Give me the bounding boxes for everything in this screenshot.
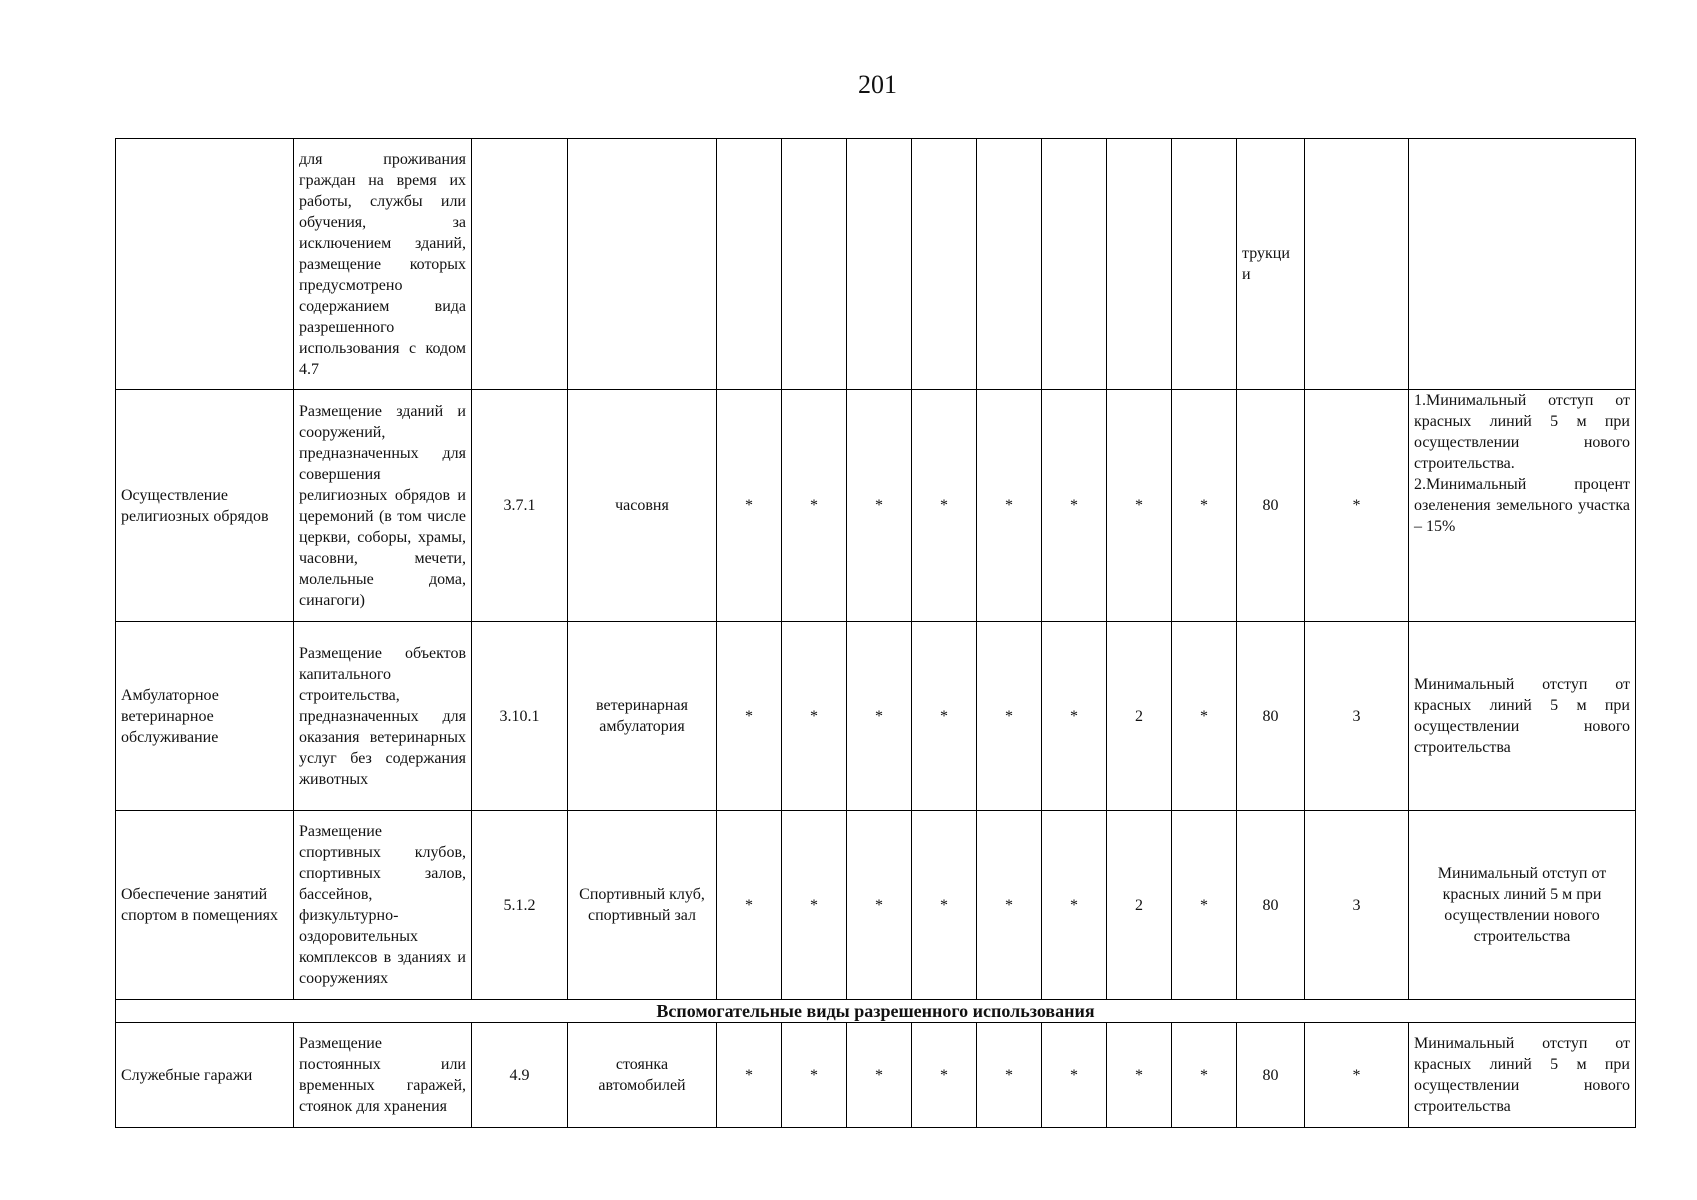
- use-name-cell: Осуществление религиозных обрядов: [116, 390, 294, 622]
- param-cell: *: [1042, 1023, 1107, 1128]
- use-description-cell: Размещение объектов капитального строительства, предназначенных для оказания ветеринарных услуг без содержания животных: [294, 622, 472, 811]
- object-cell: ветеринарная амбулатория: [568, 622, 717, 811]
- param-cell: *: [977, 811, 1042, 1000]
- section-header-row: [116, 1000, 1636, 1023]
- note-line: Минимальный отступ от красных линий 5 м при осуществлении нового строительства: [1414, 1035, 1630, 1115]
- percent-cell: 80: [1237, 390, 1305, 622]
- notes-cell: [1409, 622, 1636, 811]
- param-cell: [1172, 139, 1237, 390]
- floors-cell: 3: [1305, 811, 1409, 1000]
- floors-cell: [1305, 139, 1409, 390]
- page-number: 201: [858, 70, 897, 99]
- param-cell: [1042, 139, 1107, 390]
- param-cell: [847, 139, 912, 390]
- param-cell: *: [1172, 390, 1237, 622]
- param-cell: *: [912, 811, 977, 1000]
- param-cell: *: [1107, 390, 1172, 622]
- note-line: 1.Минимальный отступ от красных линий 5 м при осуществлении нового строительства.: [1414, 392, 1630, 472]
- param-cell: [912, 139, 977, 390]
- object-cell: стоянка автомобилей: [568, 1023, 717, 1128]
- table-row: [116, 139, 1636, 390]
- section-title: Вспомогательные виды разрешенного использования: [116, 1000, 1636, 1023]
- param-cell: *: [977, 390, 1042, 622]
- param-cell: *: [912, 622, 977, 811]
- zoning-table: [115, 138, 1636, 1128]
- param-cell: *: [1042, 622, 1107, 811]
- param-cell: *: [977, 622, 1042, 811]
- param-cell: [717, 139, 782, 390]
- param-cell: *: [782, 622, 847, 811]
- percent-cell: 80: [1237, 811, 1305, 1000]
- notes-cell: [1409, 390, 1636, 622]
- param-cell: *: [782, 390, 847, 622]
- param-cell: *: [912, 390, 977, 622]
- param-cell: *: [847, 390, 912, 622]
- param-cell: *: [717, 622, 782, 811]
- floors-cell: *: [1305, 1023, 1409, 1128]
- param-cell: *: [717, 1023, 782, 1128]
- param-cell: *: [782, 1023, 847, 1128]
- notes-cell: [1409, 139, 1636, 390]
- percent-cell: 80: [1237, 1023, 1305, 1128]
- code-cell: 3.10.1: [472, 622, 568, 811]
- param-cell: *: [1107, 1023, 1172, 1128]
- table-row: [116, 390, 1636, 622]
- param-cell: [977, 139, 1042, 390]
- code-cell: 4.9: [472, 1023, 568, 1128]
- use-description-cell: Размещение зданий и сооружений, предназначенных для совершения религиозных обрядов и церемоний (в том числе церкви, соборы, храмы, часовни, мечети, молельные дома, синагоги): [294, 390, 472, 622]
- param-cell: *: [1042, 811, 1107, 1000]
- param-cell: *: [1172, 811, 1237, 1000]
- code-cell: 3.7.1: [472, 390, 568, 622]
- param-cell: *: [1042, 390, 1107, 622]
- floors-cell: *: [1305, 390, 1409, 622]
- param-cell: *: [1172, 1023, 1237, 1128]
- use-name-cell: Амбулаторное ветеринарное обслуживание: [116, 622, 294, 811]
- param-cell: [1107, 139, 1172, 390]
- use-name-cell: Служебные гаражи: [116, 1023, 294, 1128]
- percent-cell: 80: [1237, 622, 1305, 811]
- note-line: 2.Минимальный процент озеленения земельного участка – 15%: [1414, 476, 1630, 535]
- param-cell: 2: [1107, 622, 1172, 811]
- param-cell: 2: [1107, 811, 1172, 1000]
- note-line: Минимальный отступ от красных линий 5 м при осуществлении нового строительства: [1437, 865, 1607, 945]
- code-cell: [472, 139, 568, 390]
- table-row: [116, 811, 1636, 1000]
- param-cell: *: [847, 622, 912, 811]
- notes-cell: [1409, 811, 1636, 1000]
- floors-cell: 3: [1305, 622, 1409, 811]
- param-cell: *: [717, 811, 782, 1000]
- notes-cell: [1409, 1023, 1636, 1128]
- table-row: [116, 622, 1636, 811]
- object-cell: Спортивный клуб, спортивный зал: [568, 811, 717, 1000]
- percent-cell: трукци и: [1237, 139, 1305, 390]
- param-cell: *: [1172, 622, 1237, 811]
- param-cell: *: [782, 811, 847, 1000]
- use-name-cell: Обеспечение занятий спортом в помещениях: [116, 811, 294, 1000]
- param-cell: *: [912, 1023, 977, 1128]
- param-cell: *: [847, 1023, 912, 1128]
- param-cell: [782, 139, 847, 390]
- param-cell: *: [717, 390, 782, 622]
- use-name-cell: [116, 139, 294, 390]
- note-line: Минимальный отступ от красных линий 5 м при осуществлении нового строительства: [1414, 676, 1630, 756]
- use-description-cell: Размещение спортивных клубов, спортивных залов, бассейнов, физкультурно-оздоровительных комплексов в зданиях и сооружениях: [294, 811, 472, 1000]
- use-description-cell: Размещение постоянных или временных гаражей, стоянок для хранения: [294, 1023, 472, 1128]
- object-cell: часовня: [568, 390, 717, 622]
- param-cell: *: [977, 1023, 1042, 1128]
- use-description-cell: для проживания граждан на время их работы, службы или обучения, за исключением зданий, размещение которых предусмотрено содержанием вида разрешенного использования с кодом 4.7: [294, 139, 472, 390]
- param-cell: *: [847, 811, 912, 1000]
- code-cell: 5.1.2: [472, 811, 568, 1000]
- object-cell: [568, 139, 717, 390]
- table-row: [116, 1023, 1636, 1128]
